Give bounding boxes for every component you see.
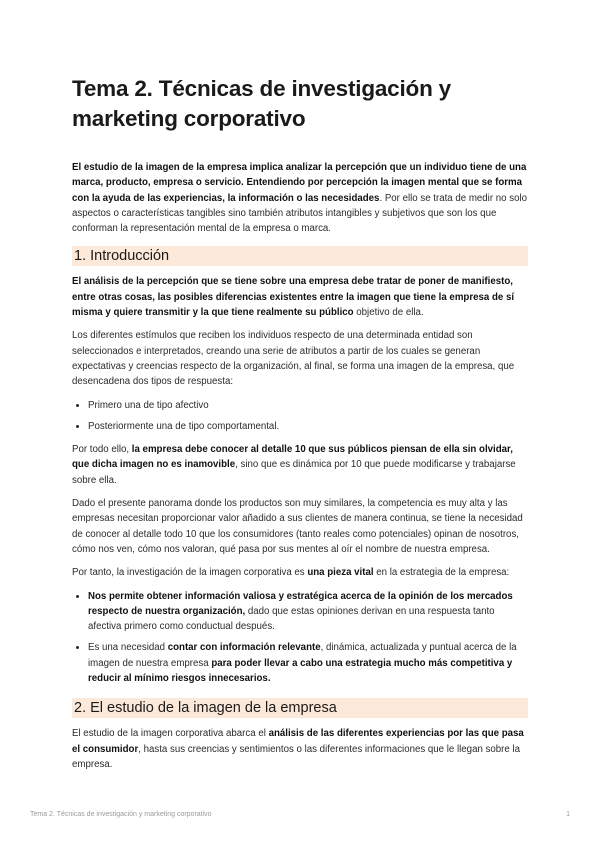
emphasis: la empresa debe conocer al detalle 10 que sus públicos piensan de ella sin olvidar, que dicha imagen no es inamovible <box>72 444 513 471</box>
intro-bold: El estudio de la imagen de la empresa implica analizar la percepción que un individuo tiene de una marca, producto, empresa o servicio. Entendiendo por percepción la imagen mental que se forma con la ayuda de las experiencias, la información o las necesidades <box>72 162 527 204</box>
list-item: • Primero una de tipo afectivo <box>88 398 528 413</box>
emphasis: contar con información relevante <box>167 642 321 654</box>
text: , dinámica, actualizada y puntual acerca de la imagen de nuestra empresa <box>88 642 517 669</box>
list-item: • Posteriormente una de tipo comportamental. <box>88 419 528 434</box>
text: en la estrategia de la empresa: <box>373 567 510 579</box>
paragraph: Dado el presente panorama donde los productos son muy similares, la competencia es muy alta y las empresas necesitan proporcionar valor añadido a sus clientes de manera continua, se tiene la necesidad de conocer al detalle todo 10 que los consumidores (tanto reales como potenciales) opinan de nosotros, cómo nos ven, cómo nos valoran, qué pasa por sus mentes al oír el nombre de nuestra empresa. <box>72 498 523 555</box>
text: objetivo de ella. <box>353 307 424 319</box>
text: , hasta sus creencias y sentimientos o las diferentes informaciones que le llegan sobre la empresa. <box>72 743 521 770</box>
text: El estudio de la imagen corporativa abarca el <box>72 728 269 740</box>
page-number: 1 <box>566 811 570 818</box>
list-item <box>88 589 528 635</box>
text: Por todo ello, <box>72 444 132 456</box>
emphasis: Nos permite obtener información valiosa y estratégica acerca de la opinión de los mercados respecto de nuestra organización, <box>88 590 513 617</box>
page-title: Tema 2. Técnicas de investigación y marketing corporativo <box>72 76 451 131</box>
paragraph <box>72 726 528 772</box>
section-heading-introduccion: 1. Introducción <box>72 246 528 266</box>
paragraph: Los diferentes estímulos que reciben los individuos respecto de una determinada entidad son seleccionados e interpretados, creando una serie de atributos a partir de los cuales se generan expectativas y creencias respecto de la organización, al final, se forma una imagen de la empresa, que desencadena dos tipos de respuesta: <box>72 330 515 388</box>
response-list <box>72 398 528 435</box>
intro-paragraph <box>72 160 528 236</box>
intro-rest: . Por ello se trata de medir no solo aspectos o características tangibles sino también atributos intangibles y subjetivos que son los que conforman la representación mental de la empresa o marca. <box>72 192 527 235</box>
section-heading-estudio: 2. El estudio de la imagen de la empresa <box>72 698 528 718</box>
text: Por tanto, la investigación de la imagen corporativa es <box>72 567 308 579</box>
paragraph <box>72 274 528 320</box>
paragraph <box>72 565 528 580</box>
text: Es una necesidad <box>88 642 168 654</box>
list-item <box>88 640 528 686</box>
benefits-list <box>72 589 528 687</box>
document-page <box>72 74 528 780</box>
emphasis: El análisis de la percepción que se tiene sobre una empresa debe tratar de poner de manifiesto, entre otras cosas, las posibles diferencias existentes entre la imagen que tiene la empresa de sí misma y quiere transmitir y la que tiene realmente su público <box>72 276 515 319</box>
emphasis: análisis de las diferentes experiencias por las que pasa el consumidor <box>72 728 524 755</box>
paragraph <box>72 442 528 488</box>
emphasis: para poder llevar a cabo una estrategia mucho más competitiva y reducir al mínimo riesgos innecesarios. <box>88 657 513 685</box>
footer-title: Tema 2. Técnicas de investigación y marketing corporativo <box>30 811 212 818</box>
text: dado que estas opiniones derivan en una respuesta tanto afectiva primero como conductual después. <box>88 605 495 633</box>
page-footer <box>30 811 570 818</box>
emphasis: una pieza vital <box>307 567 374 579</box>
text: , sino que es dinámica por 10 que puede modificarse y trabajarse sobre ella. <box>72 459 516 486</box>
